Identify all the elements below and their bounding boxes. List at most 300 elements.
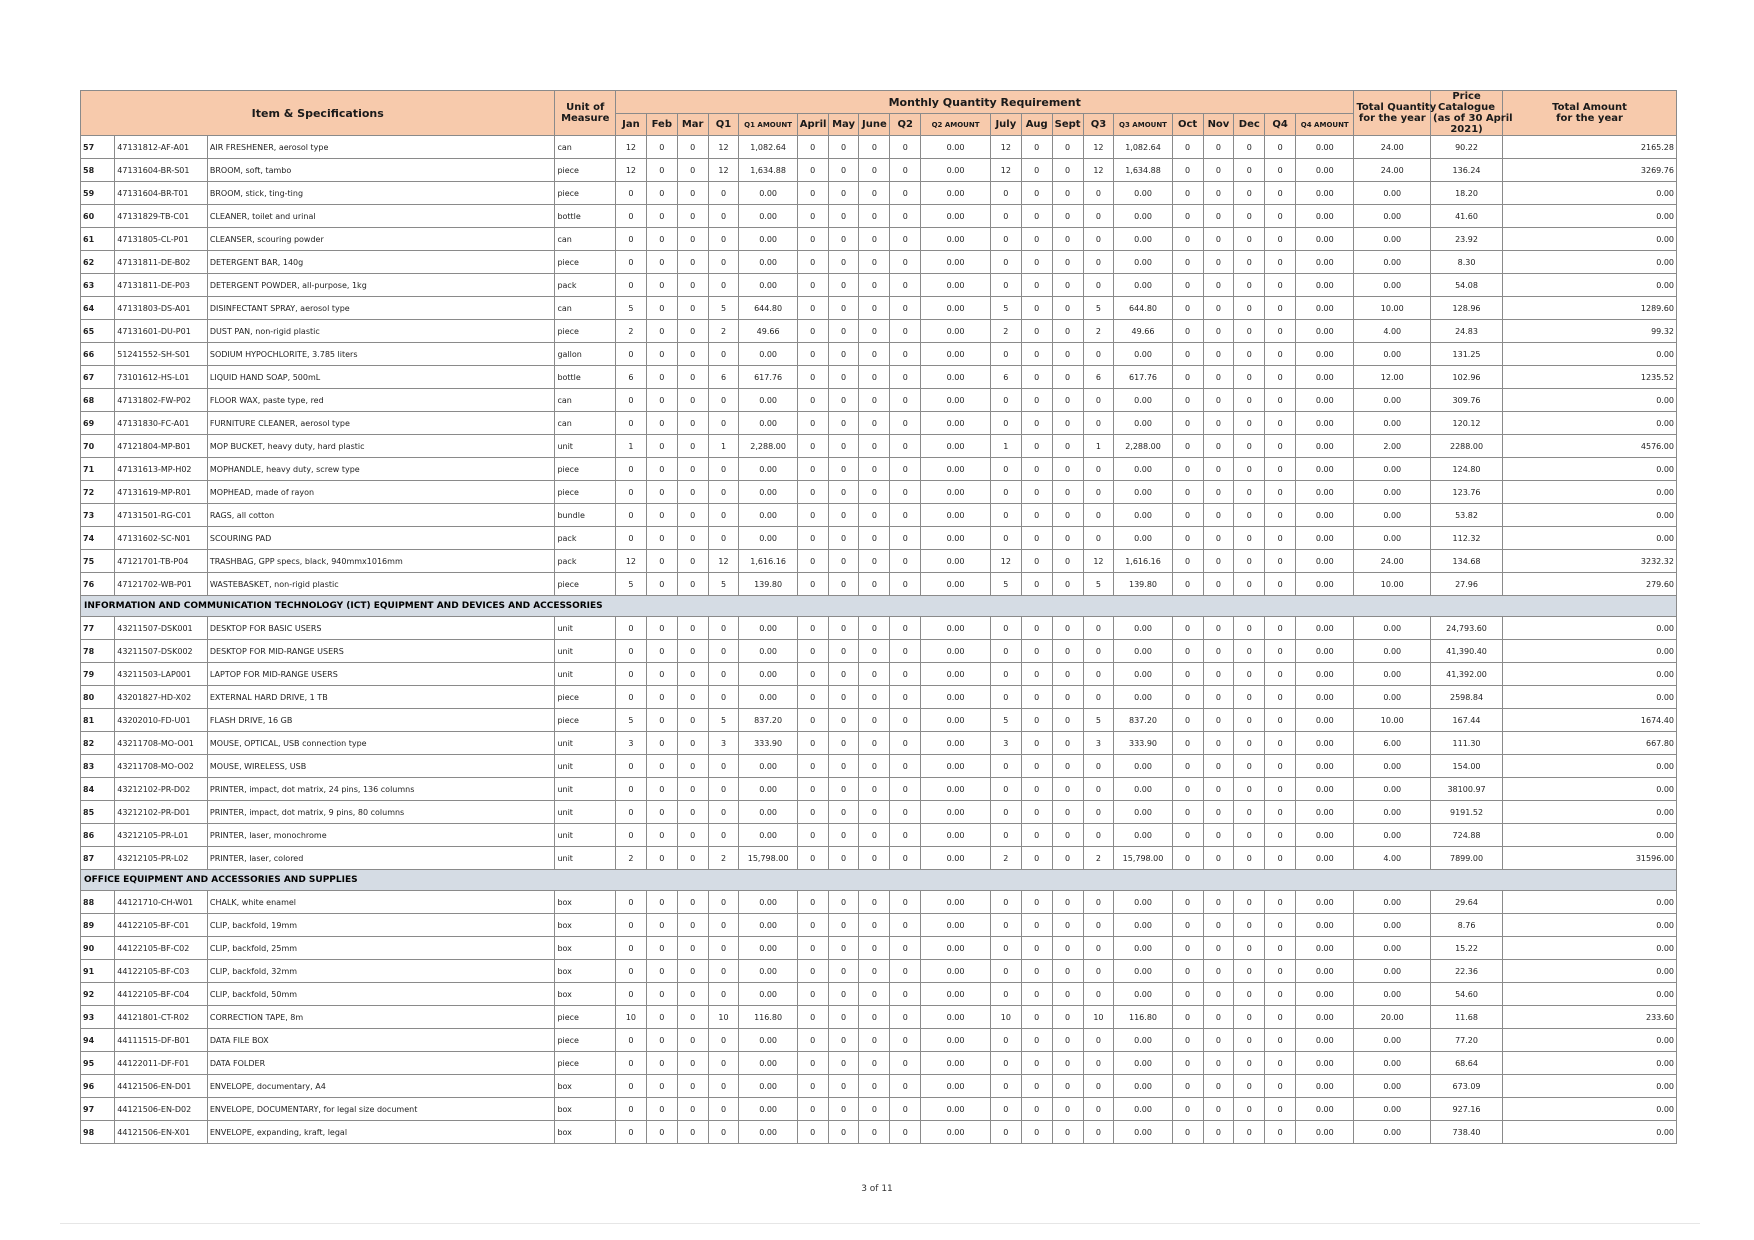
quantity-cell: 0 <box>677 891 708 914</box>
item-description: SCOURING PAD <box>207 527 555 550</box>
quantity-cell: 0 <box>1234 1098 1265 1121</box>
quantity-cell: 0 <box>859 573 890 596</box>
quantity-cell: 0.00 <box>921 343 991 366</box>
quantity-cell: 0 <box>616 914 647 937</box>
unit-of-measure: piece <box>555 159 616 182</box>
item-code: 44122105-BF-C02 <box>115 937 208 960</box>
quantity-cell: 0 <box>990 1121 1021 1144</box>
quantity-cell: 0.00 <box>1296 228 1354 251</box>
total-quantity: 24.00 <box>1354 159 1431 182</box>
item-code: 47131803-DS-A01 <box>115 297 208 320</box>
quantity-cell: 0 <box>1052 159 1083 182</box>
total-quantity: 0.00 <box>1354 389 1431 412</box>
quantity-cell: 0 <box>1021 778 1052 801</box>
quantity-cell: 0 <box>1172 640 1203 663</box>
table-row <box>81 709 1677 732</box>
quantity-cell: 0 <box>890 343 921 366</box>
quantity-cell: 0.00 <box>739 412 797 435</box>
quantity-cell: 139.80 <box>739 573 797 596</box>
quantity-cell: 0 <box>1021 937 1052 960</box>
quantity-cell: 0 <box>859 1052 890 1075</box>
quantity-cell: 0 <box>1172 937 1203 960</box>
total-amount: 31596.00 <box>1503 847 1677 870</box>
quantity-cell: 0 <box>1234 458 1265 481</box>
quantity-cell: 0.00 <box>1114 343 1172 366</box>
quantity-cell: 0.00 <box>1296 1052 1354 1075</box>
quantity-cell: 5 <box>708 573 739 596</box>
quantity-cell: 0.00 <box>921 297 991 320</box>
total-quantity: 2.00 <box>1354 435 1431 458</box>
table-row <box>81 550 1677 573</box>
quantity-cell: 0 <box>1052 389 1083 412</box>
quantity-cell: 0 <box>708 1052 739 1075</box>
quantity-cell: 0 <box>797 136 828 159</box>
table-row <box>81 251 1677 274</box>
quantity-cell: 0 <box>708 755 739 778</box>
quantity-cell: 0 <box>890 389 921 412</box>
quantity-cell: 0 <box>616 251 647 274</box>
quantity-cell: 0 <box>1052 228 1083 251</box>
quantity-cell: 0 <box>616 389 647 412</box>
quantity-cell: 0 <box>1203 435 1234 458</box>
month-header: Sept <box>1052 114 1083 136</box>
total-amount: 0.00 <box>1503 824 1677 847</box>
total-amount: 1289.60 <box>1503 297 1677 320</box>
total-quantity: 0.00 <box>1354 1121 1431 1144</box>
quantity-cell: 0 <box>990 504 1021 527</box>
total-quantity-header: Total Quantity for the year <box>1354 91 1431 136</box>
quantity-cell: 0 <box>677 297 708 320</box>
quantity-cell: 5 <box>616 297 647 320</box>
quantity-cell: 0 <box>859 1006 890 1029</box>
quantity-cell: 0 <box>1083 686 1114 709</box>
price-catalogue: 154.00 <box>1431 755 1503 778</box>
quantity-cell: 0 <box>708 1029 739 1052</box>
quantity-cell: 0 <box>1021 458 1052 481</box>
quantity-cell: 0 <box>797 709 828 732</box>
total-amount: 0.00 <box>1503 640 1677 663</box>
quantity-cell: 0.00 <box>1296 801 1354 824</box>
quantity-cell: 0 <box>890 366 921 389</box>
quantity-cell: 0.00 <box>1296 824 1354 847</box>
table-row <box>81 914 1677 937</box>
quantity-cell: 0 <box>1021 1052 1052 1075</box>
quantity-cell: 0 <box>677 136 708 159</box>
quantity-cell: 0 <box>859 801 890 824</box>
row-number: 65 <box>81 320 115 343</box>
quantity-cell: 0.00 <box>1296 686 1354 709</box>
quantity-cell: 0.00 <box>1296 389 1354 412</box>
quantity-cell: 0 <box>890 1098 921 1121</box>
quantity-cell: 0 <box>646 937 677 960</box>
quantity-cell: 0.00 <box>1114 663 1172 686</box>
unit-of-measure: can <box>555 412 616 435</box>
quantity-cell: 0 <box>646 709 677 732</box>
quantity-cell: 0 <box>616 983 647 1006</box>
quantity-cell: 0 <box>1234 983 1265 1006</box>
quantity-cell: 0 <box>990 914 1021 937</box>
quantity-cell: 1 <box>990 435 1021 458</box>
quantity-cell: 0 <box>616 801 647 824</box>
quantity-cell: 0.00 <box>1114 458 1172 481</box>
page-number: 3 of 11 <box>861 1184 893 1194</box>
quantity-cell: 0 <box>990 937 1021 960</box>
quantity-cell: 0 <box>797 435 828 458</box>
quantity-cell: 0 <box>708 686 739 709</box>
price-catalogue: 309.76 <box>1431 389 1503 412</box>
quantity-cell: 0 <box>1021 527 1052 550</box>
table-row <box>81 801 1677 824</box>
quantity-cell: 0 <box>677 663 708 686</box>
quantity-cell: 0 <box>990 824 1021 847</box>
quantity-cell: 0 <box>616 274 647 297</box>
unit-of-measure: unit <box>555 732 616 755</box>
quantity-cell: 0 <box>677 527 708 550</box>
total-quantity: 0.00 <box>1354 1052 1431 1075</box>
quantity-cell: 0 <box>797 755 828 778</box>
unit-of-measure: unit <box>555 663 616 686</box>
table-row <box>81 755 1677 778</box>
unit-of-measure: can <box>555 297 616 320</box>
quantity-cell: 0 <box>708 205 739 228</box>
quantity-cell: 0 <box>890 1052 921 1075</box>
quantity-cell: 0 <box>1203 937 1234 960</box>
table-row <box>81 1052 1677 1075</box>
quantity-cell: 0.00 <box>921 847 991 870</box>
item-description: DUST PAN, non-rigid plastic <box>207 320 555 343</box>
quantity-cell: 0 <box>1203 640 1234 663</box>
quantity-cell: 0 <box>1265 343 1296 366</box>
item-code: 47121702-WB-P01 <box>115 573 208 596</box>
quantity-cell: 0 <box>1234 1075 1265 1098</box>
total-amount: 0.00 <box>1503 801 1677 824</box>
quantity-cell: 0 <box>828 527 859 550</box>
total-quantity: 20.00 <box>1354 1006 1431 1029</box>
quantity-cell: 0 <box>797 343 828 366</box>
quantity-cell: 0 <box>677 343 708 366</box>
quantity-cell: 0 <box>1265 159 1296 182</box>
quantity-cell: 0.00 <box>739 914 797 937</box>
quantity-cell: 0 <box>1172 343 1203 366</box>
quantity-cell: 0 <box>859 1075 890 1098</box>
quantity-cell: 0 <box>1172 481 1203 504</box>
total-quantity: 0.00 <box>1354 182 1431 205</box>
table-row <box>81 136 1677 159</box>
month-header: Feb <box>646 114 677 136</box>
quantity-cell: 0 <box>677 1029 708 1052</box>
quantity-cell: 0 <box>890 136 921 159</box>
quantity-cell: 0 <box>1265 251 1296 274</box>
quantity-cell: 0 <box>646 274 677 297</box>
item-description: PRINTER, laser, colored <box>207 847 555 870</box>
quantity-cell: 0 <box>1234 709 1265 732</box>
quantity-cell: 0 <box>859 228 890 251</box>
quantity-cell: 1 <box>1083 435 1114 458</box>
item-description: DATA FOLDER <box>207 1052 555 1075</box>
price-catalogue: 128.96 <box>1431 297 1503 320</box>
quantity-cell: 0 <box>677 481 708 504</box>
price-catalogue: 8.76 <box>1431 914 1503 937</box>
quantity-cell: 0 <box>1172 1098 1203 1121</box>
row-number: 94 <box>81 1029 115 1052</box>
quantity-cell: 0 <box>1052 755 1083 778</box>
quantity-cell: 0 <box>1083 914 1114 937</box>
total-quantity: 0.00 <box>1354 914 1431 937</box>
quantity-cell: 0 <box>708 824 739 847</box>
quantity-cell: 0 <box>1172 251 1203 274</box>
quantity-cell: 0 <box>677 412 708 435</box>
item-description: FLASH DRIVE, 16 GB <box>207 709 555 732</box>
item-code: 47121804-MP-B01 <box>115 435 208 458</box>
quantity-cell: 0 <box>1265 914 1296 937</box>
quantity-cell: 0 <box>677 686 708 709</box>
unit-of-measure: box <box>555 1121 616 1144</box>
quantity-cell: 0 <box>828 914 859 937</box>
total-amount: 279.60 <box>1503 573 1677 596</box>
quantity-cell: 0 <box>646 182 677 205</box>
quantity-cell: 0 <box>828 458 859 481</box>
quantity-cell: 0 <box>1234 960 1265 983</box>
quantity-cell: 0 <box>859 1098 890 1121</box>
item-code: 44121506-EN-D01 <box>115 1075 208 1098</box>
quantity-cell: 0 <box>1083 251 1114 274</box>
item-description: SODIUM HYPOCHLORITE, 3.785 liters <box>207 343 555 366</box>
quantity-cell: 0.00 <box>739 640 797 663</box>
quantity-cell: 116.80 <box>739 1006 797 1029</box>
row-number: 60 <box>81 205 115 228</box>
quantity-cell: 0 <box>1021 366 1052 389</box>
quantity-cell: 0.00 <box>1114 914 1172 937</box>
quantity-cell: 0 <box>1234 228 1265 251</box>
quantity-cell: 0 <box>797 412 828 435</box>
quantity-cell: 0.00 <box>921 960 991 983</box>
quantity-cell: 0 <box>646 458 677 481</box>
quantity-cell: 0 <box>859 274 890 297</box>
quantity-cell: 0 <box>828 182 859 205</box>
quantity-cell: 0 <box>616 504 647 527</box>
table-row <box>81 412 1677 435</box>
quantity-cell: 0 <box>890 159 921 182</box>
quantity-cell: 0 <box>1021 755 1052 778</box>
quantity-cell: 0 <box>1203 205 1234 228</box>
total-amount: 0.00 <box>1503 937 1677 960</box>
quantity-cell: 0 <box>1052 205 1083 228</box>
unit-of-measure: piece <box>555 251 616 274</box>
quantity-cell: 0.00 <box>739 1029 797 1052</box>
quantity-cell: 10 <box>708 1006 739 1029</box>
quantity-cell: 0.00 <box>1114 686 1172 709</box>
quantity-cell: 0 <box>797 847 828 870</box>
quantity-cell: 0 <box>1234 274 1265 297</box>
quantity-cell: 0 <box>616 937 647 960</box>
quantity-cell: 0 <box>1052 1029 1083 1052</box>
quantity-cell: 0 <box>1265 1098 1296 1121</box>
item-description: DETERGENT BAR, 140g <box>207 251 555 274</box>
month-header: Mar <box>677 114 708 136</box>
row-number: 76 <box>81 573 115 596</box>
quantity-cell: 0 <box>890 504 921 527</box>
total-amount: 0.00 <box>1503 686 1677 709</box>
quantity-cell: 0 <box>1172 732 1203 755</box>
quantity-cell: 0 <box>828 274 859 297</box>
quantity-cell: 0 <box>859 297 890 320</box>
item-code: 47131830-FC-A01 <box>115 412 208 435</box>
quantity-cell: 0.00 <box>921 159 991 182</box>
quantity-cell: 0 <box>1265 205 1296 228</box>
total-quantity: 10.00 <box>1354 297 1431 320</box>
quantity-cell: 0 <box>1052 1052 1083 1075</box>
row-number: 98 <box>81 1121 115 1144</box>
quantity-cell: 0 <box>890 1006 921 1029</box>
quantity-cell: 0 <box>708 891 739 914</box>
quantity-cell: 10 <box>990 1006 1021 1029</box>
quantity-cell: 0 <box>828 504 859 527</box>
quantity-cell: 0 <box>1265 960 1296 983</box>
quantity-cell: 0 <box>1052 573 1083 596</box>
table-row <box>81 847 1677 870</box>
row-number: 68 <box>81 389 115 412</box>
quantity-cell: 0 <box>797 801 828 824</box>
quantity-cell: 0 <box>1172 182 1203 205</box>
quantity-cell: 0 <box>1203 1029 1234 1052</box>
unit-of-measure: piece <box>555 709 616 732</box>
quantity-cell: 1 <box>708 435 739 458</box>
unit-of-measure: unit <box>555 435 616 458</box>
quantity-cell: 0 <box>1172 458 1203 481</box>
quantity-cell: 0 <box>1172 504 1203 527</box>
quantity-cell: 0 <box>859 1029 890 1052</box>
quantity-cell: 0.00 <box>1296 458 1354 481</box>
unit-of-measure: piece <box>555 481 616 504</box>
row-number: 77 <box>81 617 115 640</box>
quantity-cell: 0 <box>828 983 859 1006</box>
quantity-cell: 0 <box>990 801 1021 824</box>
procurement-sheet <box>80 90 1677 1144</box>
quantity-cell: 0 <box>1203 801 1234 824</box>
quantity-cell: 0 <box>990 228 1021 251</box>
item-description: AIR FRESHENER, aerosol type <box>207 136 555 159</box>
quantity-cell: 0 <box>1203 159 1234 182</box>
quantity-cell: 0.00 <box>1296 320 1354 343</box>
quantity-cell: 0 <box>1021 159 1052 182</box>
total-quantity: 0.00 <box>1354 527 1431 550</box>
quantity-cell: 0 <box>1203 504 1234 527</box>
quantity-cell: 0 <box>1172 914 1203 937</box>
item-code: 43212102-PR-D01 <box>115 801 208 824</box>
unit-header: Unit of Measure <box>555 91 616 136</box>
quantity-cell: 0 <box>1052 1098 1083 1121</box>
quantity-cell: 0.00 <box>921 504 991 527</box>
quantity-cell: 644.80 <box>739 297 797 320</box>
table-row <box>81 389 1677 412</box>
quantity-cell: 0 <box>828 824 859 847</box>
quantity-cell: 0 <box>1203 251 1234 274</box>
unit-of-measure: pack <box>555 527 616 550</box>
quantity-cell: 15,798.00 <box>739 847 797 870</box>
quantity-cell: 12 <box>1083 159 1114 182</box>
quantity-cell: 0 <box>1021 1098 1052 1121</box>
quantity-cell: 3 <box>708 732 739 755</box>
quantity-cell: 0 <box>646 1006 677 1029</box>
quantity-cell: 0 <box>797 458 828 481</box>
unit-of-measure: unit <box>555 755 616 778</box>
quantity-cell: 0 <box>1172 617 1203 640</box>
quantity-cell: 0 <box>797 1006 828 1029</box>
quantity-cell: 49.66 <box>1114 320 1172 343</box>
quantity-cell: 0 <box>1083 1098 1114 1121</box>
quantity-cell: 0 <box>1203 778 1234 801</box>
quantity-cell: 0 <box>1265 709 1296 732</box>
quantity-cell: 0 <box>1265 617 1296 640</box>
quantity-cell: 0 <box>1021 847 1052 870</box>
quantity-cell: 0.00 <box>1296 1006 1354 1029</box>
row-number: 69 <box>81 412 115 435</box>
quantity-cell: 2 <box>1083 847 1114 870</box>
quantity-cell: 0.00 <box>1296 343 1354 366</box>
price-catalogue: 68.64 <box>1431 1052 1503 1075</box>
unit-of-measure: piece <box>555 458 616 481</box>
quantity-cell: 0 <box>1172 1006 1203 1029</box>
total-amount: 1674.40 <box>1503 709 1677 732</box>
quantity-cell: 0 <box>890 274 921 297</box>
item-code: 43211503-LAP001 <box>115 663 208 686</box>
quantity-cell: 0 <box>1203 136 1234 159</box>
quantity-cell: 0.00 <box>1114 755 1172 778</box>
table-row <box>81 640 1677 663</box>
quantity-cell: 0 <box>616 891 647 914</box>
quantity-cell: 0 <box>1021 617 1052 640</box>
quantity-cell: 0 <box>1083 458 1114 481</box>
total-quantity: 0.00 <box>1354 617 1431 640</box>
quantity-cell: 0 <box>616 182 647 205</box>
item-code: 47131604-BR-T01 <box>115 182 208 205</box>
quantity-cell: 0 <box>616 481 647 504</box>
item-code: 43212105-PR-L02 <box>115 847 208 870</box>
quantity-cell: 0 <box>1021 1075 1052 1098</box>
quantity-cell: 0.00 <box>739 458 797 481</box>
section-title: OFFICE EQUIPMENT AND ACCESSORIES AND SUPPLIES <box>81 870 1677 891</box>
quantity-cell: 0 <box>797 937 828 960</box>
table-row <box>81 1006 1677 1029</box>
quantity-cell: 0 <box>677 182 708 205</box>
quantity-cell: 0 <box>990 274 1021 297</box>
quantity-cell: 0 <box>1234 732 1265 755</box>
quantity-cell: 6 <box>990 366 1021 389</box>
month-header: Q4 <box>1265 114 1296 136</box>
quantity-cell: 0 <box>828 891 859 914</box>
quantity-cell: 0 <box>1052 801 1083 824</box>
unit-of-measure: can <box>555 136 616 159</box>
quantity-cell: 5 <box>990 573 1021 596</box>
quantity-cell: 0 <box>859 481 890 504</box>
quantity-cell: 0 <box>828 1075 859 1098</box>
quantity-cell: 0 <box>677 640 708 663</box>
quantity-cell: 0 <box>616 205 647 228</box>
quantity-cell: 0 <box>1083 801 1114 824</box>
quantity-cell: 0.00 <box>1114 891 1172 914</box>
total-quantity: 0.00 <box>1354 640 1431 663</box>
unit-of-measure: bottle <box>555 366 616 389</box>
quantity-cell: 0.00 <box>1296 1121 1354 1144</box>
quantity-cell: 12 <box>708 550 739 573</box>
row-number: 80 <box>81 686 115 709</box>
quantity-cell: 0 <box>797 389 828 412</box>
item-description: ENVELOPE, documentary, A4 <box>207 1075 555 1098</box>
quantity-cell: 0 <box>797 550 828 573</box>
quantity-cell: 0 <box>1265 1029 1296 1052</box>
quantity-cell: 0 <box>859 527 890 550</box>
quantity-cell: 0 <box>828 663 859 686</box>
